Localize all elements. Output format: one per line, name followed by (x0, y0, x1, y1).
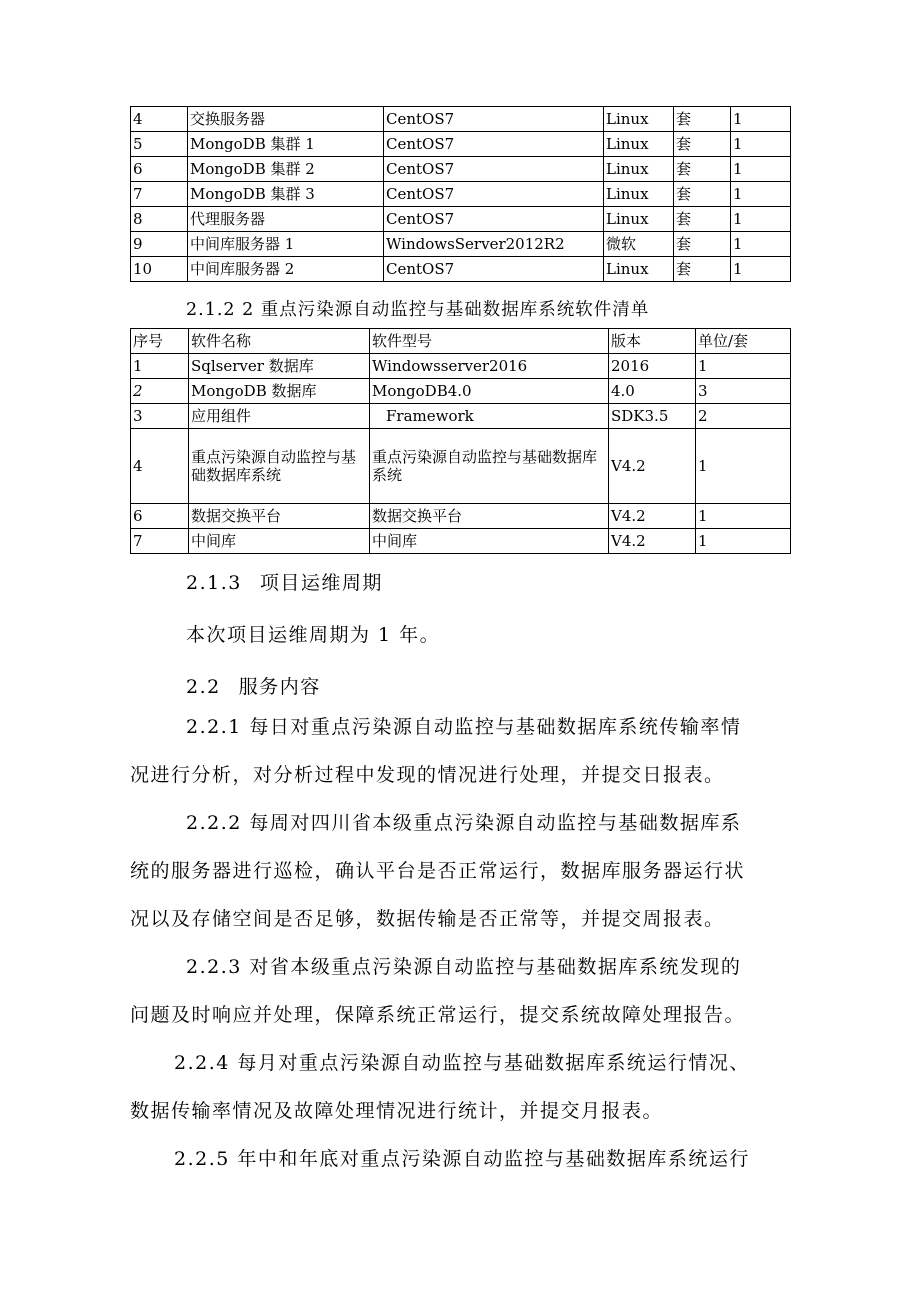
unit: 套 (674, 182, 731, 207)
software-name: 中间库 (189, 529, 370, 554)
os-type: Linux (604, 107, 674, 132)
unit: 套 (674, 257, 731, 282)
table-row (131, 504, 791, 529)
software-model: MongoDB4.0 (370, 379, 609, 404)
quantity: 1 (731, 182, 791, 207)
section-heading-2-1-3 (186, 559, 848, 607)
unit: 套 (674, 157, 731, 182)
table-row (131, 132, 791, 157)
paragraph-line: 问题及时响应并处理，保障系统正常运行，提交系统故障处理报告。 (130, 1004, 746, 1026)
software-model: 中间库 (370, 529, 609, 554)
table-row (131, 182, 791, 207)
server-os: CentOS7 (384, 132, 604, 157)
software-version: 2016 (609, 354, 696, 379)
software-name: MongoDB 数据库 (189, 379, 370, 404)
server-os: CentOS7 (384, 207, 604, 232)
paragraph-line: 2.2.3 对省本级重点污染源自动监控与基础数据库系统发现的 (186, 956, 742, 978)
header-index: 序号 (131, 329, 189, 354)
paragraph-line: 2.2.5 年中和年底对重点污染源自动监控与基础数据库系统运行 (174, 1148, 750, 1170)
header-software-name: 软件名称 (189, 329, 370, 354)
paragraph-2-2-2 (130, 799, 792, 943)
unit: 套 (674, 132, 731, 157)
period-line: 本次项目运维周期为 1 年。 (186, 624, 441, 646)
row-number: 10 (131, 257, 188, 282)
paragraph-line: 况进行分析，对分析过程中发现的情况进行处理，并提交日报表。 (130, 764, 725, 786)
server-list-body (131, 107, 791, 282)
software-list-caption: 2.1.2 2 重点污染源自动监控与基础数据库系统软件清单 (186, 300, 650, 320)
row-number: 2 (131, 379, 189, 404)
row-number: 6 (131, 504, 189, 529)
table-row (131, 404, 791, 429)
server-list-table (130, 106, 791, 282)
header-unit: 单位/套 (696, 329, 791, 354)
section-title: 服务内容 (238, 676, 321, 698)
paragraph-2-2-5 (130, 1135, 792, 1183)
paragraph-line: 统的服务器进行巡检，确认平台是否正常运行，数据库服务器运行状 (130, 860, 746, 882)
quantity: 1 (731, 232, 791, 257)
table-row (131, 232, 791, 257)
paragraph-line: 2.2.4 每月对重点污染源自动监控与基础数据库系统运行情况、 (174, 1052, 750, 1074)
software-model: 数据交换平台 (370, 504, 609, 529)
paragraph-2-2-4 (130, 1039, 792, 1135)
quantity: 1 (696, 429, 791, 504)
server-name: MongoDB 集群 3 (188, 182, 384, 207)
unit: 套 (674, 207, 731, 232)
row-number: 8 (131, 207, 188, 232)
software-list-body (131, 329, 791, 554)
software-name: 重点污染源自动监控与基础数据库系统 (189, 429, 370, 504)
software-name: Sqlserver 数据库 (189, 354, 370, 379)
row-number: 3 (131, 404, 189, 429)
quantity: 1 (731, 107, 791, 132)
software-version: SDK3.5 (609, 404, 696, 429)
row-number: 4 (131, 107, 188, 132)
software-version: V4.2 (609, 529, 696, 554)
software-model: Framework (370, 404, 609, 429)
paragraph-line: 2.2.2 每周对四川省本级重点污染源自动监控与基础数据库系 (186, 812, 742, 834)
table-header-row (131, 329, 791, 354)
quantity: 1 (731, 132, 791, 157)
table-row (131, 429, 791, 504)
quantity: 1 (731, 257, 791, 282)
software-list-table (130, 328, 791, 554)
unit: 套 (674, 107, 731, 132)
server-name: 代理服务器 (188, 207, 384, 232)
software-version: 4.0 (609, 379, 696, 404)
quantity: 1 (731, 157, 791, 182)
table-row (131, 257, 791, 282)
server-name: 中间库服务器 1 (188, 232, 384, 257)
paragraph-2-2-1 (130, 703, 792, 799)
table-row (131, 157, 791, 182)
header-software-model: 软件型号 (370, 329, 609, 354)
server-os: CentOS7 (384, 107, 604, 132)
quantity: 1 (696, 529, 791, 554)
quantity: 2 (696, 404, 791, 429)
os-type: Linux (604, 257, 674, 282)
table-row (131, 379, 791, 404)
server-os: CentOS7 (384, 157, 604, 182)
section-number: 2.1.3 (186, 572, 242, 594)
table-row (131, 529, 791, 554)
server-name: MongoDB 集群 1 (188, 132, 384, 157)
server-os: WindowsServer2012R2 (384, 232, 604, 257)
section-number: 2.2 (186, 676, 221, 698)
os-type: Linux (604, 207, 674, 232)
software-version: V4.2 (609, 504, 696, 529)
quantity: 1 (696, 504, 791, 529)
os-type: Linux (604, 132, 674, 157)
table-row (131, 354, 791, 379)
unit: 套 (674, 232, 731, 257)
server-name: 交换服务器 (188, 107, 384, 132)
server-name: 中间库服务器 2 (188, 257, 384, 282)
header-version: 版本 (609, 329, 696, 354)
quantity: 1 (696, 354, 791, 379)
software-model: 重点污染源自动监控与基础数据库系统 (370, 429, 609, 504)
server-os: CentOS7 (384, 257, 604, 282)
os-type: Linux (604, 182, 674, 207)
paragraph-line: 数据传输率情况及故障处理情况进行统计，并提交月报表。 (130, 1100, 664, 1122)
table-row (131, 107, 791, 132)
software-version: V4.2 (609, 429, 696, 504)
row-number: 9 (131, 232, 188, 257)
row-number: 5 (131, 132, 188, 157)
server-name: MongoDB 集群 2 (188, 157, 384, 182)
software-model: Windowsserver2016 (370, 354, 609, 379)
quantity: 1 (731, 207, 791, 232)
row-number: 1 (131, 354, 189, 379)
software-name: 数据交换平台 (189, 504, 370, 529)
quantity: 3 (696, 379, 791, 404)
row-number: 6 (131, 157, 188, 182)
row-number: 7 (131, 182, 188, 207)
software-name: 应用组件 (189, 404, 370, 429)
maintenance-period-text (186, 611, 848, 659)
section-title: 项目运维周期 (259, 572, 383, 594)
table-row (131, 207, 791, 232)
os-type: Linux (604, 157, 674, 182)
paragraph-2-2-3 (130, 943, 792, 1039)
row-number: 7 (131, 529, 189, 554)
row-number: 4 (131, 429, 189, 504)
paragraph-line: 2.2.1 每日对重点污染源自动监控与基础数据库系统传输率情 (186, 716, 742, 738)
server-os: CentOS7 (384, 182, 604, 207)
os-type: 微软 (604, 232, 674, 257)
paragraph-line: 况以及存储空间是否足够，数据传输是否正常等，并提交周报表。 (130, 908, 725, 930)
